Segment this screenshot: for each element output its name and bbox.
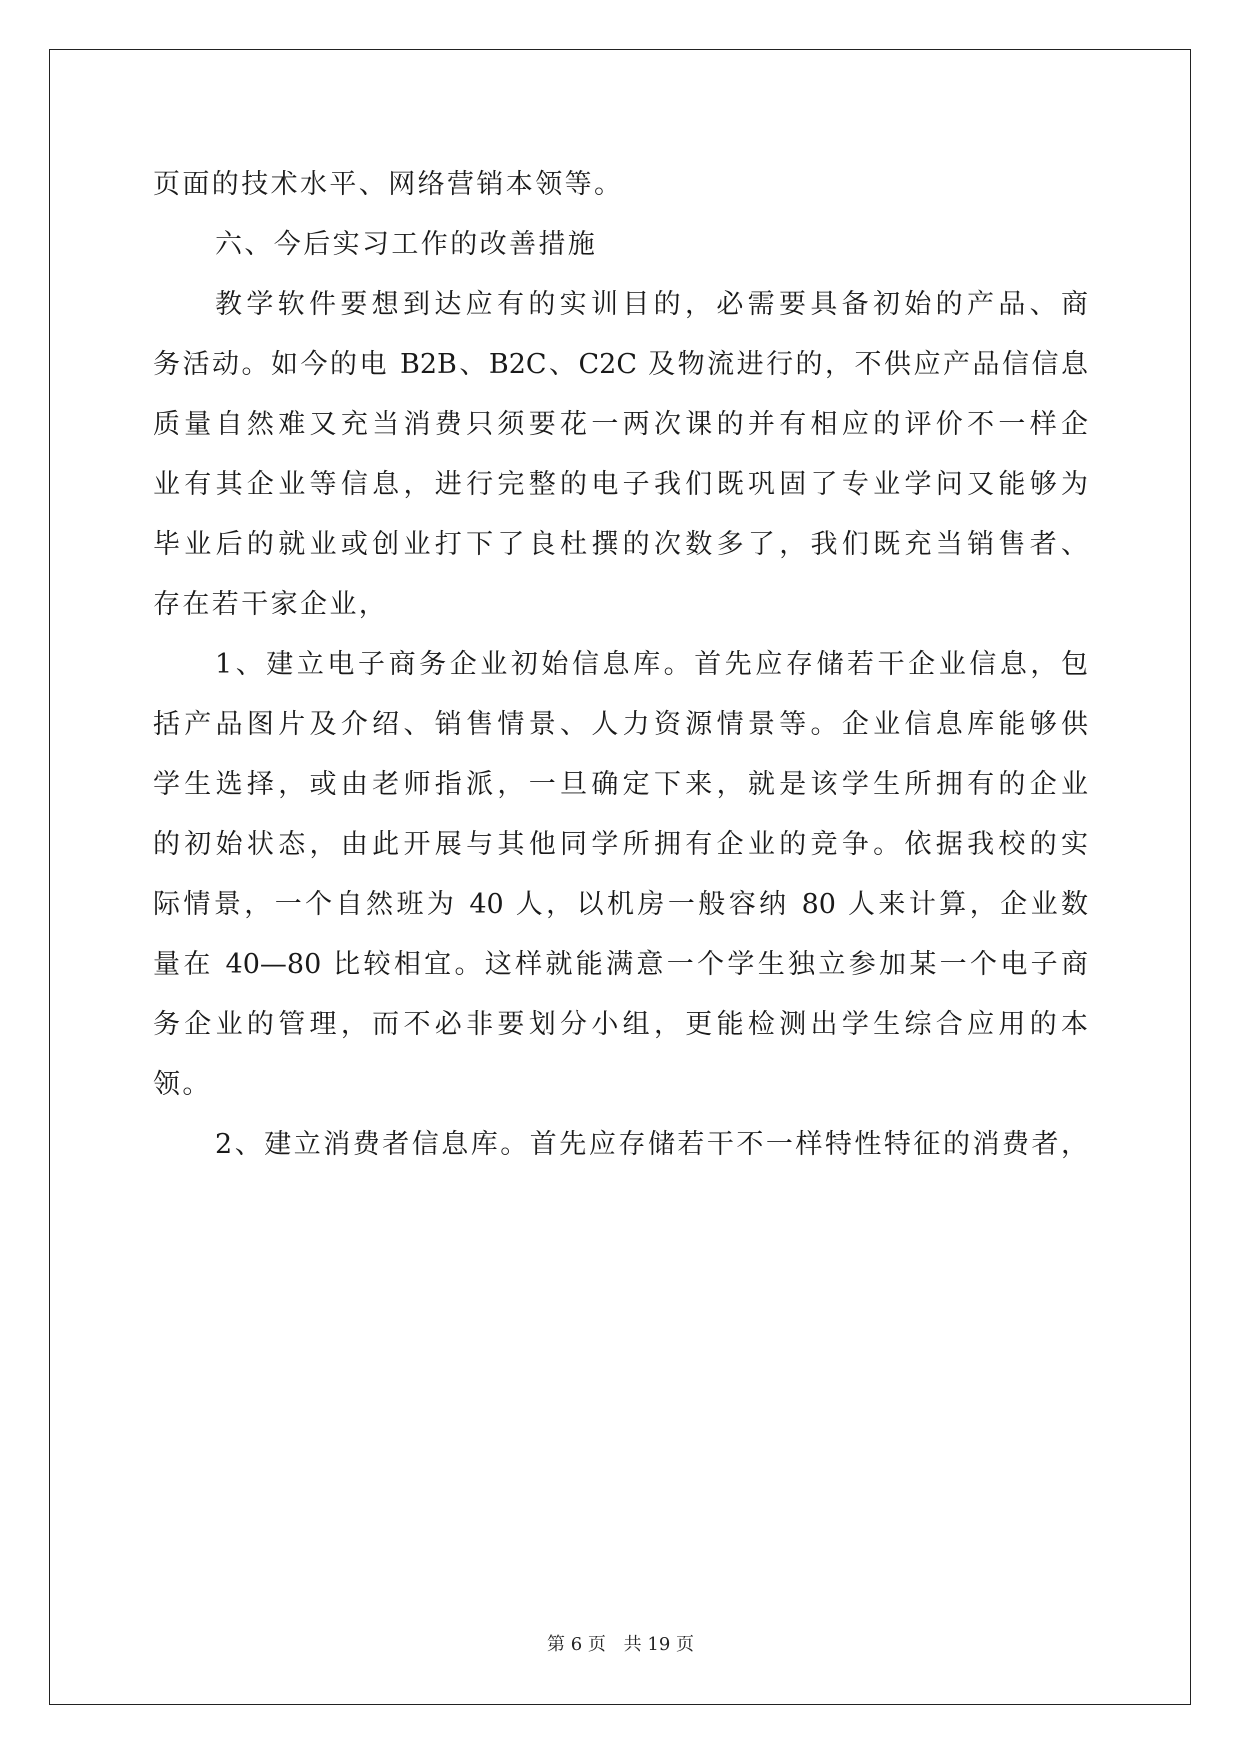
page-footer <box>0 1633 1241 1657</box>
text-line: 1、建立电子商务企业初始信息库。首先应存储若干企业信息，包 <box>215 649 1088 680</box>
text-line: 务活动。如今的电 B2B、B2C、C2C 及物流进行的，不供应产品信信息 <box>153 349 1088 380</box>
text-line: 六、今后实习工作的改善措施 <box>215 229 598 260</box>
text-line: 括产品图片及介绍、销售情景、人力资源情景等。企业信息库能够供 <box>153 709 1088 740</box>
page-number-total: 共 19 页 <box>623 1634 694 1655</box>
text-line: 量在 40—80 比较相宜。这样就能满意一个学生独立参加某一个电子商 <box>153 949 1088 980</box>
text-line: 2、建立消费者信息库。首先应存储若干不一样特性特征的消费者， <box>215 1129 1088 1160</box>
text-line: 页面的技术水平、网络营销本领等。 <box>153 169 624 200</box>
text-line: 的初始状态，由此开展与其他同学所拥有企业的竞争。依据我校的实 <box>153 829 1088 860</box>
text-line: 存在若干家企业， <box>153 589 389 620</box>
text-line: 务企业的管理，而不必非要划分小组，更能检测出学生综合应用的本 <box>153 1009 1088 1040</box>
text-line: 领。 <box>153 1069 212 1100</box>
page-number-current: 第 6 页 <box>547 1634 606 1655</box>
text-line: 质量自然难又充当消费只须要花一两次课的并有相应的评价不一样企 <box>153 409 1088 440</box>
text-line: 业有其企业等信息，进行完整的电子我们既巩固了专业学问又能够为 <box>153 469 1088 500</box>
text-line: 毕业后的就业或创业打下了良杜撰的次数多了，我们既充当销售者、 <box>153 529 1088 560</box>
text-line: 学生选择，或由老师指派，一旦确定下来，就是该学生所拥有的企业 <box>153 769 1088 800</box>
text-line: 际情景，一个自然班为 40 人，以机房一般容纳 80 人来计算，企业数 <box>153 889 1088 920</box>
document-body <box>153 155 1088 1175</box>
text-line: 教学软件要想到达应有的实训目的，必需要具备初始的产品、商 <box>215 289 1088 320</box>
